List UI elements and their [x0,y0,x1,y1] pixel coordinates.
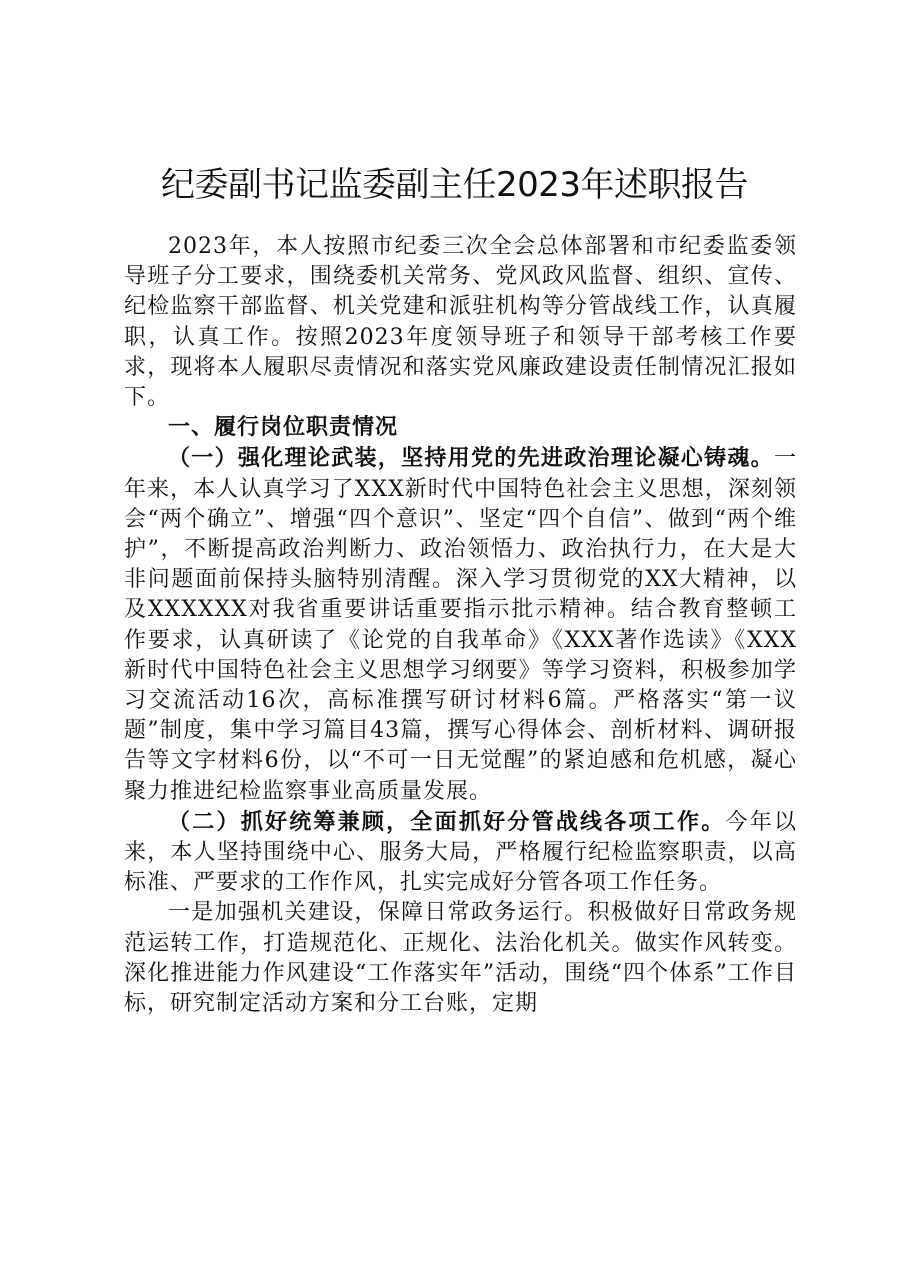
section-heading-1: 一、履行岗位职责情况 [168,415,399,441]
body-paragraph-one: 一是加强机关建设，保障日常政务运行。积极做好日常政务规范运转工作，打造规范化、正规化、法治化机关。做实作风转变。深化推进能力作风建设“工作落实年”活动，围绕“四个体系”工作目标，研究制定活动方案和分工台账，定期 [124,900,797,1017]
subsection-paragraph-2 [124,807,797,899]
subsection-text-1: 一年来，本人认真学习了XXX新时代中国特色社会主义思想，深刻领会“两个确立”、增强“四个意识”、坚定“四个自信”、做到“两个维护”，不断提高政治判断力、政治领悟力、政治执行力，在大是大非问题面前保持头脑特别清醒。深入学习贯彻党的XX大精神，以及XXXXXX对我省重要讲话重要指示批示精神。结合教育整顿工作要求，认真研读了《论党的自我革命》《XXX著作选读》《XXX新时代中国特色社会主义思想学习纲要》等学习资料，积极参加学习交流活动16次，高标准撰写研讨材料6篇。严格落实“第一议题”制度，集中学习篇目43篇，撰写心得体会、剖析材料、调研报告等文字材料6份，以“不可一日无觉醒”的紧迫感和危机感，凝心聚力推进纪检监察事业高质量发展。 [124,446,797,804]
subsection-paragraph-1 [124,443,797,806]
document-title: 纪委副书记监委副主任2023年述职报告 [160,165,749,205]
intro-paragraph: 2023年，本人按照市纪委三次全会总体部署和市纪委监委领导班子分工要求，围绕委机关常务、党风政风监督、组织、宣传、纪检监察干部监督、机关党建和派驻机构等分管战线工作，认真履职，认真工作。按照2023年度领导班子和领导干部考核工作要求，现将本人履职尽责情况和落实党风廉政建设责任制情况汇报如下。 [124,234,797,411]
subsection-heading-2: （二）抓好统筹兼顾，全面抓好分管战线各项工作。 [168,808,726,835]
document-body [124,232,797,1019]
subsection-text-2: 今年以来，本人坚持围绕中心、服务大局，严格履行纪检监察职责，以高标准、严要求的工作作风，扎实完成好分管各项工作任务。 [124,809,797,896]
subsection-heading-1: （一）强化理论武装，坚持用党的先进政治理论凝心铸魂。 [168,445,774,472]
